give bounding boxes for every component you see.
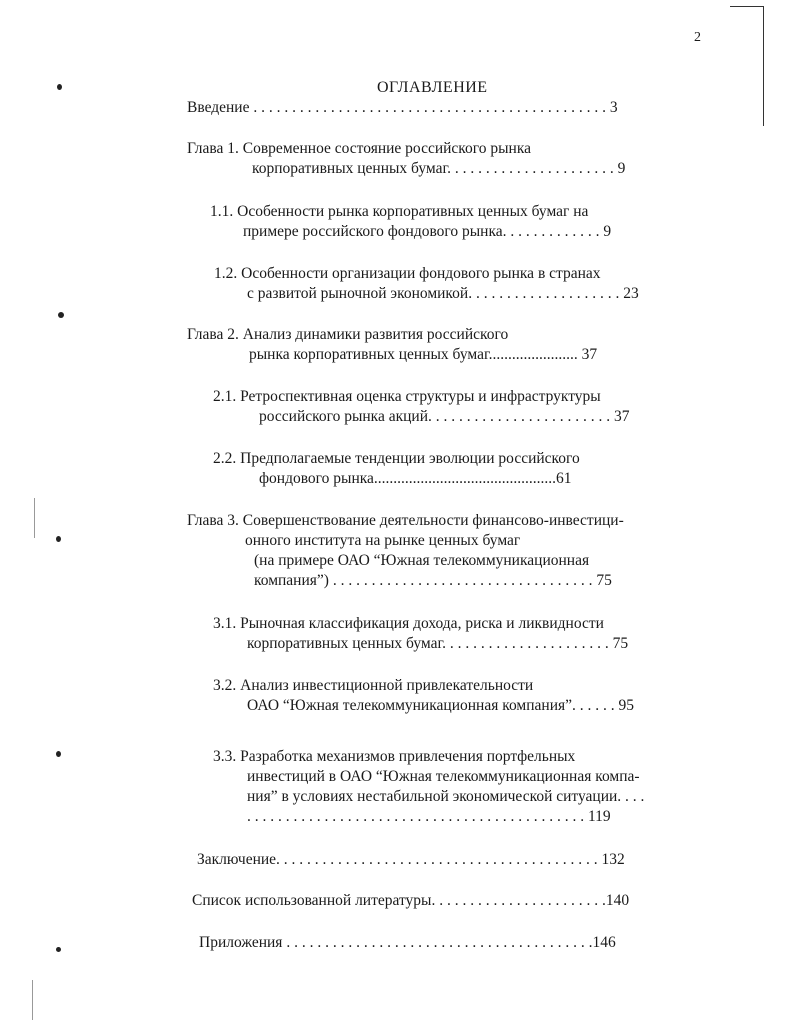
toc-entry-chapter-3: Глава 3. Совершенствование деятельности финансово-инвестици- xyxy=(187,512,624,529)
toc-entry-section-2-1: 2.1. Ретроспективная оценка структуры и инфраструктуры xyxy=(213,388,601,405)
toc-entry-chapter-2: Глава 2. Анализ динамики развития российского xyxy=(187,326,509,343)
toc-entry-section-3-1: 3.1. Рыночная классификация дохода, риска и ликвидности xyxy=(213,615,604,632)
toc-entry-section-3-1-cont: корпоративных ценных бумаг. . . . . . . . . . . . . . . . . . . . . . 75 xyxy=(247,635,629,652)
binder-hole-mark xyxy=(58,312,64,318)
binder-hole-mark xyxy=(56,751,61,757)
toc-entry-chapter-1-cont: корпоративных ценных бумаг. . . . . . . . . . . . . . . . . . . . . . 9 xyxy=(252,160,626,177)
page-number: 2 xyxy=(694,30,701,45)
scan-edge-line xyxy=(763,6,764,126)
toc-entry-section-1-2-cont: с развитой рыночной экономикой. . . . . . . . . . . . . . . . . . . . 23 xyxy=(247,285,639,302)
scan-top-line xyxy=(730,6,764,7)
toc-entry-section-2-2: 2.2. Предполагаемые тенденции эволюции российского xyxy=(213,450,580,467)
scan-margin-line-bottom xyxy=(32,980,33,1020)
binder-hole-mark xyxy=(56,536,61,542)
toc-entry-conclusion: Заключение. . . . . . . . . . . . . . . . . . . . . . . . . . . . . . . . . . . . . . . . . . 132 xyxy=(197,851,625,868)
page-title: ОГЛАВЛЕНИЕ xyxy=(377,79,488,96)
toc-entry-chapter-3-cont-3: компания”) . . . . . . . . . . . . . . . . . . . . . . . . . . . . . . . . . . 75 xyxy=(254,572,612,589)
binder-hole-mark xyxy=(57,84,62,90)
toc-entry-section-3-2-cont: ОАО “Южная телекоммуникационная компания”. . . . . . 95 xyxy=(247,697,634,714)
binder-hole-mark xyxy=(56,947,61,952)
toc-entry-section-3-3-cont-1: инвестиций в ОАО “Южная телекоммуникационная компа- xyxy=(247,768,640,785)
scan-margin-line xyxy=(34,498,35,538)
toc-entry-section-3-3: 3.3. Разработка механизмов привлечения портфельных xyxy=(213,748,576,765)
toc-entry-section-1-1-cont: примере российского фондового рынка. . . . . . . . . . . . . 9 xyxy=(243,223,612,240)
toc-entry-section-2-1-cont: российского рынка акций. . . . . . . . . . . . . . . . . . . . . . . . 37 xyxy=(259,408,630,425)
toc-entry-references: Список использованной литературы. . . . . . . . . . . . . . . . . . . . . . .140 xyxy=(192,892,630,909)
toc-entry-section-3-3-cont-2: ния” в условиях нестабильной экономической ситуации. . . . xyxy=(247,788,645,805)
toc-entry-chapter-2-cont: рынка корпоративных ценных бумаг....................... 37 xyxy=(249,346,598,363)
toc-entry-section-1-1: 1.1. Особенности рынка корпоративных ценных бумаг на xyxy=(210,203,589,220)
toc-entry-chapter-3-cont-1: онного института на рынке ценных бумаг xyxy=(245,532,521,549)
toc-entry-chapter-1: Глава 1. Современное состояние российского рынка xyxy=(187,140,532,157)
toc-entry-introduction: Введение . . . . . . . . . . . . . . . . . . . . . . . . . . . . . . . . . . . . . . . . . . . . . . 3 xyxy=(187,99,618,116)
toc-entry-section-2-2-cont: фондового рынка...............................................61 xyxy=(259,470,572,487)
toc-entry-chapter-3-cont-2: (на примере ОАО “Южная телекоммуникационная xyxy=(254,552,590,569)
toc-entry-section-1-2: 1.2. Особенности организации фондового рынка в странах xyxy=(214,265,601,282)
toc-entry-section-3-2: 3.2. Анализ инвестиционной привлекательности xyxy=(213,677,534,694)
toc-entry-section-3-3-cont-3: . . . . . . . . . . . . . . . . . . . . . . . . . . . . . . . . . . . . . . . . . . . . 119 xyxy=(247,808,611,825)
toc-entry-appendices: Приложения . . . . . . . . . . . . . . . . . . . . . . . . . . . . . . . . . . . . . . . .146 xyxy=(199,934,616,951)
